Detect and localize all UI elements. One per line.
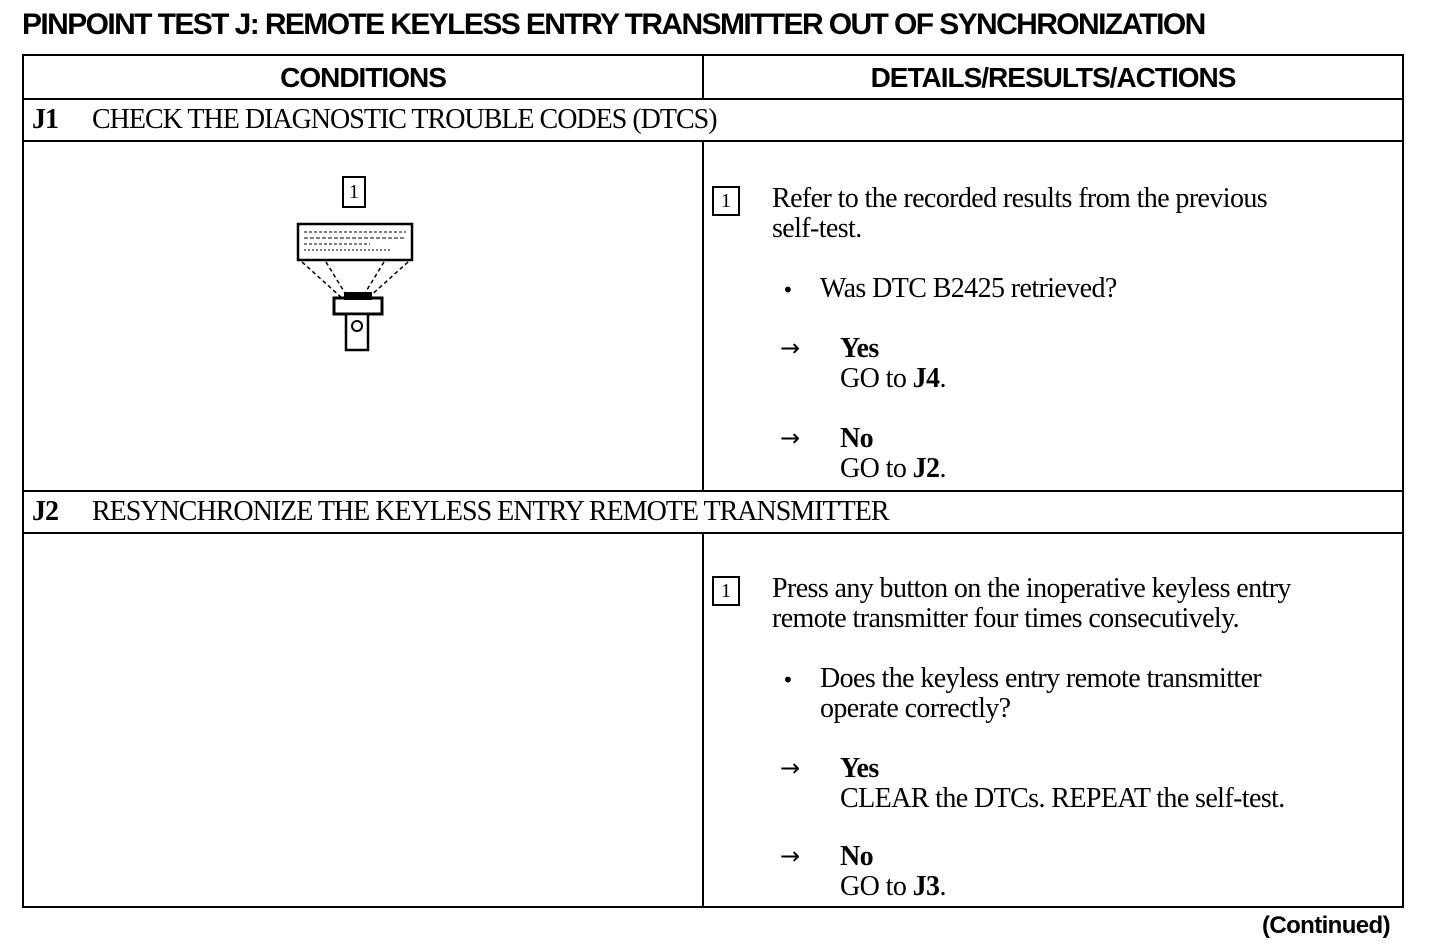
step-header-divider: [24, 140, 1402, 142]
action-line: Press any button on the inoperative keyless entry: [772, 573, 1291, 604]
bullet-icon: •: [782, 278, 794, 302]
j1-no-answer: [840, 424, 946, 484]
bullet-icon: •: [782, 668, 794, 692]
goto-step-j4: J4: [912, 363, 940, 394]
action-line: self-test.: [772, 213, 862, 244]
step-title: CHECK THE DIAGNOSTIC TROUBLE CODES (DTCS): [92, 104, 717, 135]
answer-action: GO to J4.: [840, 363, 946, 394]
action-line: Refer to the recorded results from the previous: [772, 183, 1268, 214]
yes-label: Yes: [840, 753, 879, 784]
answer-action: GO to J2.: [840, 453, 946, 484]
step-header-divider: [24, 532, 1402, 534]
step-title: RESYNCHRONIZE THE KEYLESS ENTRY REMOTE TRANSMITTER: [92, 496, 889, 527]
j1-figure: [290, 176, 420, 356]
no-label: No: [840, 423, 874, 454]
goto-step-j2: J2: [912, 453, 940, 484]
step-header-j1: [24, 100, 1402, 140]
figure-callout: 1: [342, 176, 366, 208]
scan-tool-connector-icon: [290, 176, 420, 356]
question-line: Was DTC B2425 retrieved?: [820, 273, 1117, 304]
no-label: No: [840, 841, 874, 872]
j2-action-text: [772, 574, 1291, 634]
j2-question: [820, 664, 1261, 724]
column-divider: [702, 56, 704, 906]
action-number-box: 1: [712, 186, 740, 216]
arrow-right-icon: →: [780, 754, 801, 782]
pinpoint-test-table: [22, 54, 1404, 908]
answer-action: CLEAR the DTCs. REPEAT the self-test.: [840, 783, 1285, 814]
j1-action-text: [772, 184, 1267, 244]
j2-yes-answer: [840, 754, 1285, 814]
arrow-right-icon: →: [780, 842, 801, 870]
j1-yes-answer: [840, 334, 946, 394]
step-id: J1: [32, 104, 58, 135]
arrow-right-icon: →: [780, 334, 801, 362]
action-line: remote transmitter four times consecutively.: [772, 603, 1240, 634]
j2-no-answer: [840, 842, 946, 902]
goto-step-j3: J3: [912, 871, 940, 902]
j1-question: [820, 274, 1117, 304]
page-title: PINPOINT TEST J: REMOTE KEYLESS ENTRY TRANSMITTER OUT OF SYNCHRONIZATION: [22, 8, 1205, 41]
yes-label: Yes: [840, 333, 879, 364]
conditions-column-header: CONDITIONS: [280, 62, 446, 93]
details-column-header: DETAILS/RESULTS/ACTIONS: [870, 62, 1236, 93]
question-line: operate correctly?: [820, 693, 1011, 724]
answer-action: GO to J3.: [840, 871, 946, 902]
continued-note: (Continued): [1261, 912, 1390, 939]
arrow-right-icon: →: [780, 424, 801, 452]
step-header-j2: [24, 492, 1402, 532]
action-number-box: 1: [712, 576, 740, 606]
step-id: J2: [32, 496, 58, 527]
question-line: Does the keyless entry remote transmitter: [820, 663, 1262, 694]
